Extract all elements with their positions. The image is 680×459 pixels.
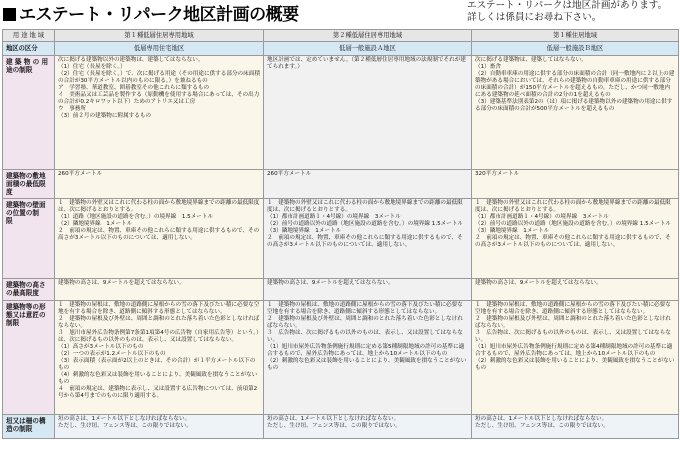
cell-paragraph: １ 建築物の外壁又はこれに代わる柱の面から敷地境界線までの距離の最低限度は、次に掲げるとおりとする。	[267, 200, 463, 213]
cell-paragraph: （1）都市計画道路１・4号線）の境界線 3メートル	[267, 214, 401, 220]
cell-paragraph: （2）住宅（長屋を除く。）で、次に掲げる用途（その用途に供する部分の床面積の合計が30平方メートル以内のものに限る。）を兼ねるもの	[58, 71, 260, 84]
cell-paragraph: ２ 前項の規定は、物置、車庫その他これらに類する用途に供するもので、その高さが3メートル以下のものについては、適用しない。	[475, 235, 671, 248]
cell-paragraph: （3）前２号の建築物に附属するもの	[58, 113, 152, 119]
header-corner-cell: 用 途 地 域	[3, 30, 55, 42]
cell-paragraph: （3）表示面積（表示面が2以上のときは、その合計）が１平方メートル以下のもの	[58, 358, 256, 371]
cell-paragraph: （1）住宅（長屋を除く。）	[58, 64, 126, 70]
district-3: 低層一般施設Ｂ地区	[472, 42, 679, 56]
row-label-min-site-area: 建築物の敷地面積の最低限度	[3, 170, 55, 199]
wall-position-zone-2	[264, 199, 472, 279]
cell-paragraph: ２ 建築物の屋根及び外壁は、周囲と調和のとれた落ち着いた色彩としなければならない。	[267, 316, 463, 329]
max-height-zone-2	[264, 279, 472, 301]
info-note-line-1: エステート・リパークは地区計画があります。	[467, 0, 668, 11]
min-site-area-zone-3	[472, 170, 679, 199]
cell-paragraph: １ 建築物の外壁又はこれに代わる柱の面から敷地境界線までの距離の最低限度は、次に掲げるとおりとする。	[58, 200, 260, 213]
page-title	[3, 0, 299, 25]
cell-paragraph: ただし、生け垣、フェンス等は、この限りではない。	[475, 423, 609, 429]
cell-paragraph: 次に掲げる建築物は、建築してはならない。	[475, 57, 587, 63]
cell-paragraph: イ 美術品又は工芸品を製作する（原動機を使用する場合にあっては、その出力の合計が0.2キロワット以下）ためのアトリエ又は工房	[58, 92, 260, 105]
row-use-restriction	[3, 56, 679, 170]
cell-paragraph: ２ 前項の規定は、物置、車庫その他これらに類する用途に供するもので、その高さが3メートル以下のものについては、適用しない。	[58, 228, 260, 241]
fence-zone-3	[472, 415, 679, 439]
cell-paragraph: １ 建築物の屋根は、敷地の道路側に屋根からの雪の落下及びたい積に必要な空地を有する場合を除き、道路側に傾斜する形態としてはならない。	[475, 302, 671, 315]
cell-paragraph: （3）建築基準法別表第2の（は）項に掲げる建築物以外の建築物の用途に供する部分の床面積の合計が500平方メートルを超えるもの	[475, 99, 673, 112]
cell-paragraph: 垣の高さは、1メートル以下としなければならない。	[267, 416, 400, 422]
wall-position-zone-1	[55, 199, 264, 279]
form-design-zone-1	[55, 301, 264, 415]
cell-paragraph: 垣の高さは、1メートル以下としなければならない。	[475, 416, 608, 422]
cell-paragraph: 建築物の高さは、9メートルを超えてはならない。	[475, 280, 602, 286]
cell-paragraph: 260平方メートル	[267, 171, 312, 177]
form-design-zone-2	[264, 301, 472, 415]
row-label-fence: 垣又は柵の構造の制限	[3, 415, 55, 439]
cell-paragraph: （1）都市計画道路１・4号線）の境界線 3メートル	[475, 214, 609, 220]
cell-paragraph: （3）隣地境界線 1メートル	[267, 228, 342, 234]
row-label-wall-position: 建築物の壁面の位置の制 限	[3, 199, 55, 279]
cell-paragraph: ３ 旭川市屋外広告物条例第7条第1項第4号の広告物（自家用広告等）という。）は、次に掲げるもの以外のものは、表示し、又は設置してはならない。	[58, 330, 259, 343]
row-label-form-design: 建築物等の形態又は意匠の制限	[3, 301, 55, 415]
cell-paragraph: ２ 建築物の屋根及び外壁は、周囲と調和のとれた落ち着いた色彩としなければならない。	[475, 316, 671, 329]
cell-paragraph: 260平方メートル	[58, 171, 103, 177]
cell-paragraph: （1）旭川市屋外広告物条例施行規則に定める第5種制限地域の許可の基準に適合するもので、屋外広告物にあっては、地上から10メートル以下のもの	[267, 344, 465, 357]
cell-paragraph: （3）隣地境界線 1メートル	[475, 228, 550, 234]
header-zone-3: 第１種住居地域	[472, 30, 679, 42]
cell-paragraph: ３ 広告物は、次に掲げるもの以外のものは、表示し、又は設置してはならない。	[267, 330, 463, 343]
row-label-district-division: 地区の区分	[3, 42, 55, 56]
row-label-use-restriction: 建 築 物 の 用途の制限	[3, 56, 55, 170]
cell-paragraph: 建築物の高さは、9メートルを超えてはならない。	[267, 280, 394, 286]
cell-paragraph: 320平方メートル	[475, 171, 520, 177]
cell-paragraph: （2）前号の道路以外の道路（地区施設の道路を含む。）の境界線 1.5メートル	[267, 221, 464, 227]
use-restriction-zone-1	[55, 56, 264, 170]
use-restriction-zone-2	[264, 56, 472, 170]
fence-zone-2	[264, 415, 472, 439]
wall-position-zone-3	[472, 199, 679, 279]
district-2: 低層一般施設Ａ地区	[264, 42, 472, 56]
cell-paragraph: ア 学習塾、華道教室、囲碁教室その他これらに類するもの	[58, 85, 210, 91]
min-site-area-zone-1	[55, 170, 264, 199]
cell-paragraph: （1）高さが3メートル以下のもの	[58, 344, 144, 350]
cell-paragraph: （2）刺激的な色彩又は装飾を用いることにより、美観風致を損なうことがないもの	[475, 358, 675, 371]
cell-paragraph: １ 建築物の外壁又はこれに代わる柱の面から敷地境界線までの距離の最低限度は、次に掲げるとおりとする。	[475, 200, 671, 213]
cell-paragraph: ４ 前項の規定は、建築物に表示し、又は設置する広告物については、前項第2号から第4号までのものに限り適用する。	[58, 386, 258, 399]
cell-paragraph: 建築物の高さは、9メートルを超えてはならない。	[58, 280, 185, 286]
min-site-area-zone-2	[264, 170, 472, 199]
cell-paragraph: （2）自動車車庫の用途に供する部分の床面積の合計（同一敷地内に２以上の建築物がある場合においては、それらの建築物の自動車車庫の用途に供する部分の床面積の合計）が150平方メートルを超えるもの。ただし、かつ同一敷地内にある建築物の延べ面積の合計の2分の1を超えるもの	[475, 71, 675, 98]
cell-paragraph: （2）前号の道路以外の道路（地区施設の道路を含む。）の境界線 1.5メートル	[475, 221, 672, 227]
cell-paragraph: １ 建築物の屋根は、敷地の道路側に屋根からの雪の落下及びたい積に必要な空地を有する場合を除き、道路側に傾斜する形態としてはならない。	[267, 302, 463, 315]
cell-paragraph: ３ 広告物は、次に掲げるもの以外のものは、表示し、又は設置してはならない。	[475, 330, 671, 343]
max-height-zone-3	[472, 279, 679, 301]
district-division-row	[3, 42, 679, 56]
cell-paragraph: ただし、生け垣、フェンス等は、この限りではない。	[58, 423, 192, 429]
header-row	[3, 30, 679, 42]
header-zone-2: 第２種低層住居専用地域	[264, 30, 472, 42]
cell-paragraph: （4）刺激的な色彩又は装飾を用いることにより、美観風致を損なうことがないもの	[58, 372, 258, 385]
info-note	[467, 0, 667, 24]
max-height-zone-1	[55, 279, 264, 301]
cell-paragraph: （2）隣地境界線 1メートル	[58, 221, 133, 227]
cell-paragraph: （1）道路（地区施設の道路を含む。）の境界線 1.5メートル	[58, 214, 214, 220]
cell-paragraph: ウ 事務所	[58, 106, 86, 112]
cell-paragraph: 地区計画では、定めていません。（第２種低層住居専用地域の法規制でそれが建てられます。）	[267, 57, 466, 70]
cell-paragraph: １ 建築物の屋根は、敷地の道路側に屋根からの雪の落下及びたい積に必要な空地を有する場合を除き、道路側に傾斜する形態としてはならない。	[58, 302, 260, 315]
page-title-text: エステート・リパーク地区計画の概要	[19, 5, 299, 25]
cell-paragraph: （1）旭川市屋外広告物条例施行規則に定める第4種制限地域の許可の基準に適合するもので、屋外広告物にあっては、地上から10メートル以下のもの	[475, 344, 673, 357]
form-design-zone-3	[472, 301, 679, 415]
district-plan-table	[2, 29, 679, 439]
row-wall-position	[3, 199, 679, 279]
cell-paragraph: （1）畜舎	[475, 64, 501, 70]
cell-paragraph: ２ 前項の規定は、物置、車庫その他これらに類する用途に供するもので、その高さが3メートル以下のものについては、適用しない。	[267, 235, 463, 248]
cell-paragraph: 次に掲げる建築物以外の建築物は、建築してはならない。	[58, 57, 204, 63]
cell-paragraph: ２ 建築物の屋根及び外壁は、周囲と調和のとれた落ち着いた色彩としなければならない。	[58, 316, 260, 329]
cell-paragraph: 垣の高さは、1メートル以下としなければならない。	[58, 416, 191, 422]
row-label-max-height: 建築物の高さの最高限度	[3, 279, 55, 301]
cell-paragraph: （2）刺激的な色彩又は装飾を用いることにより、美観風致を損なうことがないもの	[267, 358, 467, 371]
row-min-site-area	[3, 170, 679, 199]
use-restriction-zone-3	[472, 56, 679, 170]
district-1: 低層専用住宅地区	[55, 42, 264, 56]
header	[0, 0, 680, 30]
row-form-design	[3, 301, 679, 415]
square-bullet-icon	[3, 8, 16, 21]
info-note-line-2: 詳しくは係員にお尋ね下さい。	[467, 12, 602, 23]
header-zone-1: 第１種低層住居専用地域	[55, 30, 264, 42]
cell-paragraph: （2）一つの表示が1.2メートル以下のもの	[58, 351, 166, 357]
row-max-height	[3, 279, 679, 301]
fence-zone-1	[55, 415, 264, 439]
row-fence	[3, 415, 679, 439]
cell-paragraph: ただし、生け垣、フェンス等は、この限りではない。	[267, 423, 401, 429]
